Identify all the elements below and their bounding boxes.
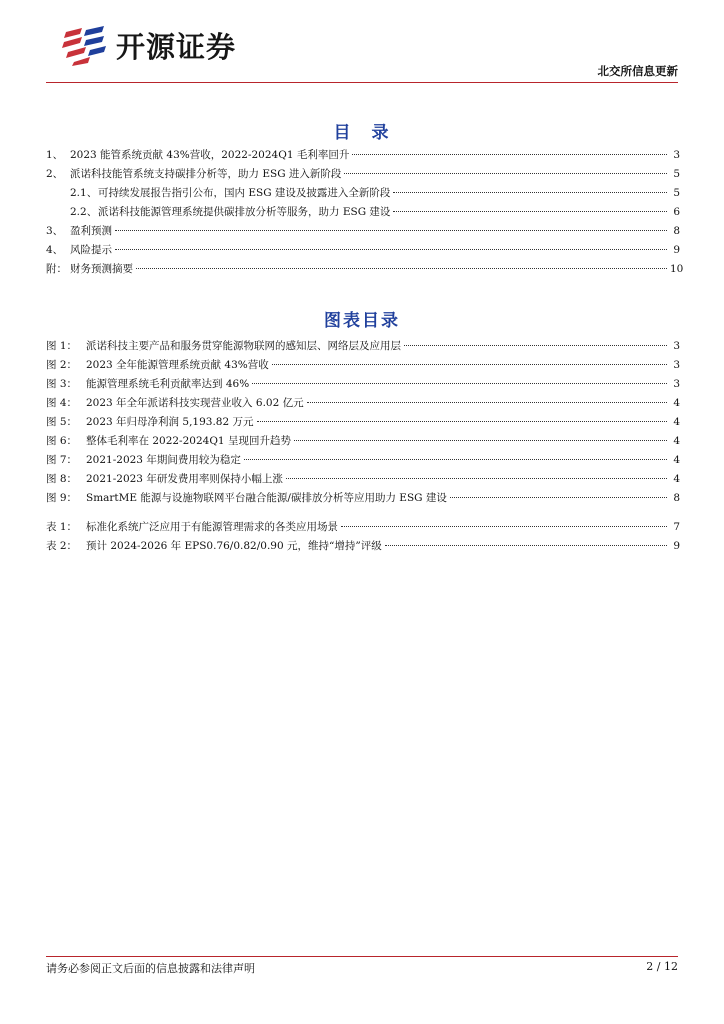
- leader-dots: [404, 345, 667, 346]
- list-spacer: [46, 509, 680, 519]
- toc-item-num: 4、: [46, 244, 64, 256]
- figure-item-2[interactable]: [46, 357, 680, 376]
- figure-item-page: 4: [673, 416, 680, 428]
- figure-item-page: 3: [673, 378, 680, 390]
- table-item-label: 标准化系统广泛应用于有能源管理需求的各类应用场景: [86, 521, 338, 533]
- figure-item-6[interactable]: [46, 433, 680, 452]
- figures-title: 图表目录: [324, 311, 400, 331]
- figure-item-5[interactable]: [46, 414, 680, 433]
- figure-item-4[interactable]: [46, 395, 680, 414]
- figure-item-num: 图 3：: [46, 378, 78, 390]
- table-item-1[interactable]: [46, 519, 680, 538]
- table-item-num: 表 1：: [46, 521, 78, 533]
- leader-dots: [341, 526, 667, 527]
- toc-item-page: 6: [673, 206, 680, 218]
- figure-item-page: 4: [673, 454, 680, 466]
- toc-item-page: 3: [673, 149, 680, 161]
- figure-item-label: 2021-2023 年期间费用较为稳定: [86, 454, 241, 466]
- figure-item-1[interactable]: [46, 338, 680, 357]
- table-item-2[interactable]: [46, 538, 680, 557]
- figure-item-num: 图 8：: [46, 473, 78, 485]
- leader-dots: [257, 421, 668, 422]
- figure-item-8[interactable]: [46, 471, 680, 490]
- figures-list: [46, 338, 680, 557]
- brand-name: 开源证券: [116, 30, 237, 64]
- figure-item-label: 2023 年归母净利润 5,193.82 万元: [86, 416, 254, 428]
- figure-item-3[interactable]: [46, 376, 680, 395]
- table-item-num: 表 2：: [46, 540, 78, 552]
- figure-item-page: 4: [673, 473, 680, 485]
- figure-item-label: 2023 年全年派诺科技实现营业收入 6.02 亿元: [86, 397, 304, 409]
- table-item-page: 7: [673, 521, 680, 533]
- figure-item-num: 图 6：: [46, 435, 78, 447]
- figure-item-label: 能源管理系统毛利贡献率达到 46%: [86, 378, 250, 390]
- figure-item-num: 图 2：: [46, 359, 78, 371]
- figure-item-label: SmartME 能源与设施物联网平台融合能源/碳排放分析等应用助力 ESG 建设: [86, 492, 447, 504]
- figure-item-num: 图 4：: [46, 397, 78, 409]
- leader-dots: [307, 402, 667, 403]
- report-section-label: 北交所信息更新: [597, 64, 678, 78]
- figure-item-num: 图 9：: [46, 492, 78, 504]
- toc-item-2-2[interactable]: [46, 204, 680, 223]
- toc-item-1[interactable]: [46, 147, 680, 166]
- figure-item-num: 图 1：: [46, 340, 78, 352]
- figure-item-num: 图 7：: [46, 454, 78, 466]
- toc-item-num: 附：: [46, 263, 67, 275]
- header-divider: [46, 82, 678, 83]
- toc-item-appendix[interactable]: [46, 261, 684, 280]
- leader-dots: [115, 249, 667, 250]
- figure-item-page: 3: [673, 359, 680, 371]
- toc-item-page: 10: [670, 263, 684, 275]
- leader-dots: [286, 478, 667, 479]
- leader-dots: [393, 192, 667, 193]
- toc-item-num: 1、: [46, 149, 64, 161]
- toc-list: [46, 147, 684, 280]
- toc-item-2-1[interactable]: [46, 185, 680, 204]
- figure-item-label: 2023 全年能源管理系统贡献 43%营收: [86, 359, 269, 371]
- leader-dots: [385, 545, 667, 546]
- figure-item-page: 3: [673, 340, 680, 352]
- brand-logo: [60, 25, 236, 66]
- figure-item-label: 派诺科技主要产品和服务贯穿能源物联网的感知层、网络层及应用层: [86, 340, 401, 352]
- toc-item-label: 可持续发展报告指引公布，国内 ESG 建设及披露进入全新阶段: [98, 187, 391, 199]
- toc-item-2[interactable]: [46, 166, 680, 185]
- toc-item-3[interactable]: [46, 223, 680, 242]
- toc-title: 目 录: [333, 123, 391, 143]
- figure-item-page: 8: [673, 492, 680, 504]
- footer-divider: [46, 956, 678, 957]
- toc-item-page: 5: [673, 187, 680, 199]
- leader-dots: [272, 364, 667, 365]
- leader-dots: [244, 459, 667, 460]
- kaiyuan-logo-icon: [60, 26, 108, 66]
- toc-item-label: 财务预测摘要: [70, 263, 133, 275]
- toc-item-label: 派诺科技能管系统支持碳排分析等，助力 ESG 进入新阶段: [70, 168, 342, 180]
- toc-item-4[interactable]: [46, 242, 680, 261]
- toc-item-page: 9: [673, 244, 680, 256]
- leader-dots: [450, 497, 667, 498]
- leader-dots: [136, 268, 667, 269]
- toc-item-num: 2、: [46, 168, 64, 180]
- figure-item-9[interactable]: [46, 490, 680, 509]
- figure-item-7[interactable]: [46, 452, 680, 471]
- toc-item-num: 2.2、: [70, 206, 98, 218]
- figure-item-num: 图 5：: [46, 416, 78, 428]
- toc-item-label: 派诺科技能源管理系统提供碳排放分析等服务，助力 ESG 建设: [98, 206, 391, 218]
- toc-item-label: 2023 能管系统贡献 43%营收，2022-2024Q1 毛利率回升: [70, 149, 350, 161]
- toc-item-label: 风险提示: [70, 244, 112, 256]
- leader-dots: [352, 154, 667, 155]
- leader-dots: [252, 383, 667, 384]
- table-item-label: 预计 2024-2026 年 EPS0.76/0.82/0.90 元，维持“增持”评级: [86, 540, 382, 552]
- figure-item-label: 整体毛利率在 2022-2024Q1 呈现回升趋势: [86, 435, 291, 447]
- toc-item-num: 2.1、: [70, 187, 98, 199]
- leader-dots: [393, 211, 667, 212]
- figure-item-label: 2021-2023 年研发费用率则保持小幅上涨: [86, 473, 283, 485]
- figure-item-page: 4: [673, 435, 680, 447]
- toc-item-label: 盈利预测: [70, 225, 112, 237]
- leader-dots: [294, 440, 667, 441]
- toc-item-page: 8: [673, 225, 680, 237]
- leader-dots: [115, 230, 667, 231]
- footer-disclaimer: 请务必参阅正文后面的信息披露和法律声明: [46, 962, 255, 975]
- toc-item-num: 3、: [46, 225, 64, 237]
- page-number: 2 / 12: [646, 960, 678, 973]
- figure-item-page: 4: [673, 397, 680, 409]
- leader-dots: [344, 173, 667, 174]
- table-item-page: 9: [673, 540, 680, 552]
- toc-item-page: 5: [673, 168, 680, 180]
